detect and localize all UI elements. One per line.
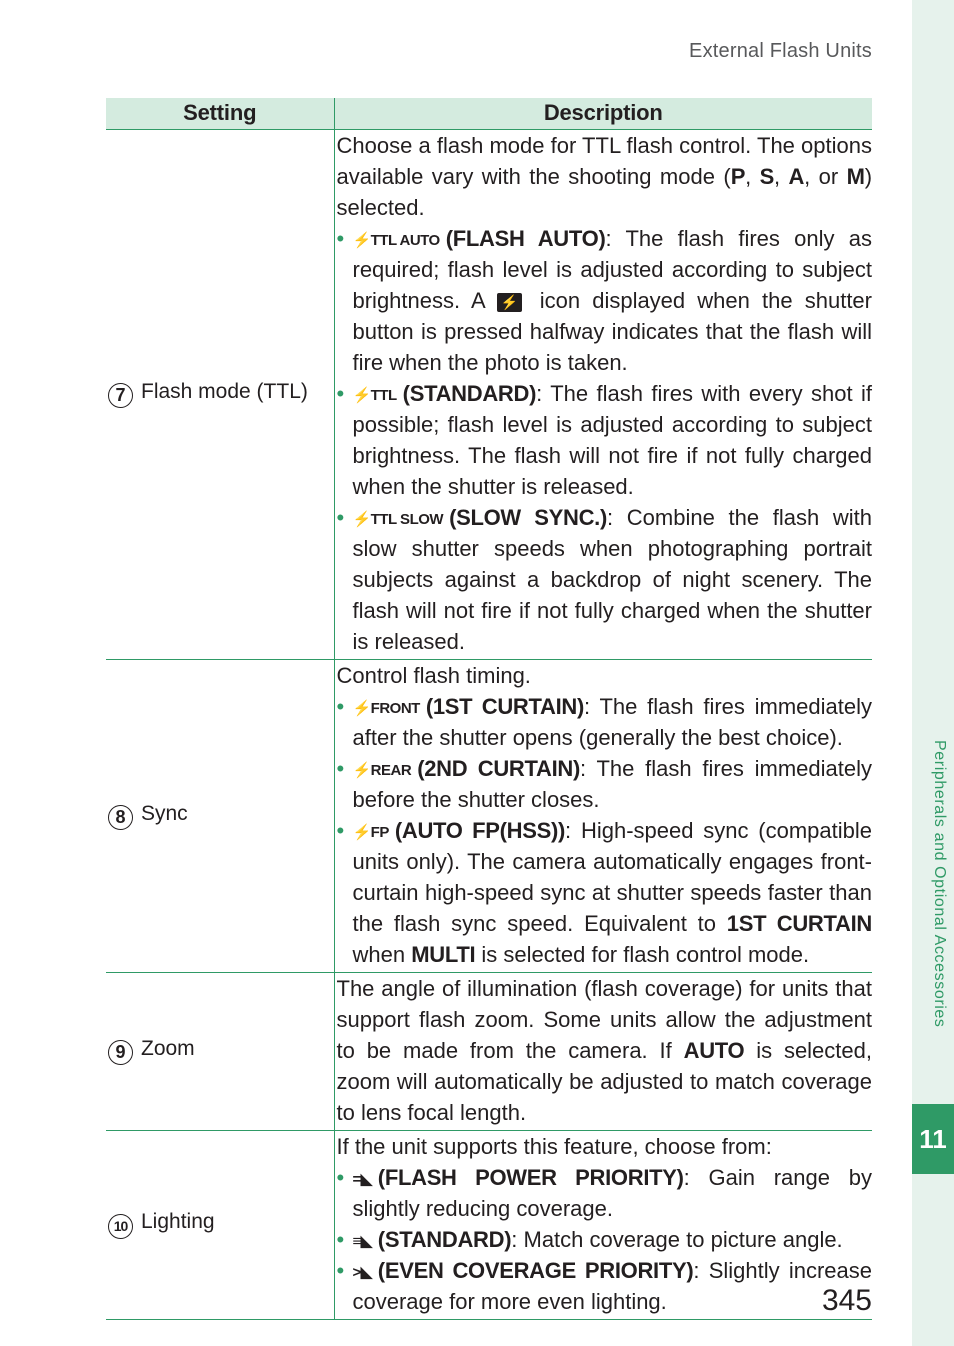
description-cell	[334, 129, 872, 659]
table-row	[106, 659, 872, 972]
list-item: • ⚡TTL SLOW (SLOW SYNC.): Combine the flash with slow shutter speeds when photographing portrait subjects against a backdrop of night scenery. The flash will not fire if not fully charged when the shutter is released.	[337, 502, 873, 657]
callout-number: 10	[108, 1214, 133, 1239]
option-list	[337, 223, 873, 657]
flash-ready-icon: ⚡	[497, 293, 522, 312]
column-header-description: Description	[334, 98, 872, 129]
setting-label: Sync	[141, 801, 188, 825]
flash-rear-icon: ⚡REAR	[352, 761, 412, 779]
description-cell	[334, 659, 872, 972]
flash-front-icon: ⚡FRONT	[352, 699, 420, 717]
mode-p: P	[730, 163, 746, 189]
description-intro: Choose a flash mode for TTL flash control. The options available vary with the shooting mode (P, S, A, or M) selected.	[336, 132, 873, 220]
column-header-setting: Setting	[106, 98, 334, 129]
callout-number: 9	[108, 1040, 133, 1065]
list-item: • =◣ (FLASH POWER PRIORITY): Gain range by slightly reducing coverage.	[337, 1162, 873, 1224]
setting-cell	[106, 972, 334, 1130]
setting-cell	[106, 659, 334, 972]
section-header: External Flash Units	[689, 40, 872, 62]
setting-label: Flash mode (TTL)	[141, 380, 308, 403]
list-item: • >◣ (EVEN COVERAGE PRIORITY): Slightly increase coverage for more even lighting.	[337, 1255, 873, 1317]
option-list	[337, 1162, 873, 1317]
callout-number: 7	[108, 383, 133, 408]
flash-fp-icon: ⚡FP	[352, 823, 389, 841]
table-header-row	[106, 98, 872, 129]
description-intro: If the unit supports this feature, choose from:	[336, 1133, 772, 1159]
setting-cell	[106, 129, 334, 659]
table-row	[106, 129, 872, 659]
table-row	[106, 972, 872, 1130]
flash-ttl-auto-icon: ⚡TTL AUTO	[352, 231, 440, 249]
setting-label: Zoom	[141, 1037, 195, 1060]
description-text: The angle of illumination (flash coverage) for units that support flash zoom. Some units allow the adjustment to be made from the camera. If AUTO is selected, zoom will automatically be adjusted to match coverage to lens focal length.	[336, 975, 872, 1125]
list-item: • ≡◣ (STANDARD): Match coverage to picture angle.	[337, 1224, 873, 1255]
mode-m: M	[846, 163, 865, 189]
description-intro: Control flash timing.	[336, 662, 531, 688]
list-item: • ⚡REAR (2ND CURTAIN): The flash fires immediately before the shutter closes.	[337, 753, 873, 815]
list-item: • ⚡FRONT (1ST CURTAIN): The flash fires immediately after the shutter opens (generally the best choice).	[337, 691, 873, 753]
chapter-side-tab	[912, 0, 954, 1346]
chapter-number-tab[interactable]: 11	[912, 1104, 954, 1174]
flash-power-priority-icon: =◣	[352, 1170, 372, 1188]
flash-standard-coverage-icon: ≡◣	[352, 1232, 372, 1250]
callout-number: 8	[108, 805, 133, 830]
setting-label: Lighting	[141, 1210, 215, 1234]
list-item: • ⚡TTL AUTO (FLASH AUTO): The flash fires only as required; flash level is adjusted according to subject brightness. A ⚡ icon displayed when the shutter button is pressed halfway indicates that the flash will fire when the photo is taken.	[337, 223, 873, 378]
settings-table	[106, 98, 872, 1320]
list-item: • ⚡FP (AUTO FP(HSS)): High-speed sync (compatible units only). The camera automatically engages front-curtain high-speed sync at shutter speeds faster than the flash sync speed. Equivalent to 1ST CURTAIN when MULTI is selected for flash control mode.	[337, 815, 873, 970]
flash-ttl-standard-icon: ⚡TTL	[352, 386, 397, 404]
list-item: • ⚡TTL (STANDARD): The flash fires with every shot if possible; flash level is adjusted according to subject brightness. The flash will not fire if not fully charged when the shutter is released.	[337, 378, 873, 502]
flash-ttl-slow-icon: ⚡TTL SLOW	[352, 510, 444, 528]
setting-cell	[106, 1130, 334, 1319]
mode-s: S	[759, 163, 774, 189]
description-cell	[334, 972, 872, 1130]
page-number: 345	[821, 1284, 872, 1317]
option-list	[337, 691, 873, 970]
table-row	[106, 1130, 872, 1319]
chapter-title: Peripherals and Optional Accessories	[931, 740, 948, 1028]
flash-even-coverage-icon: >◣	[352, 1263, 372, 1281]
mode-a: A	[788, 163, 805, 189]
description-cell	[334, 1130, 872, 1319]
